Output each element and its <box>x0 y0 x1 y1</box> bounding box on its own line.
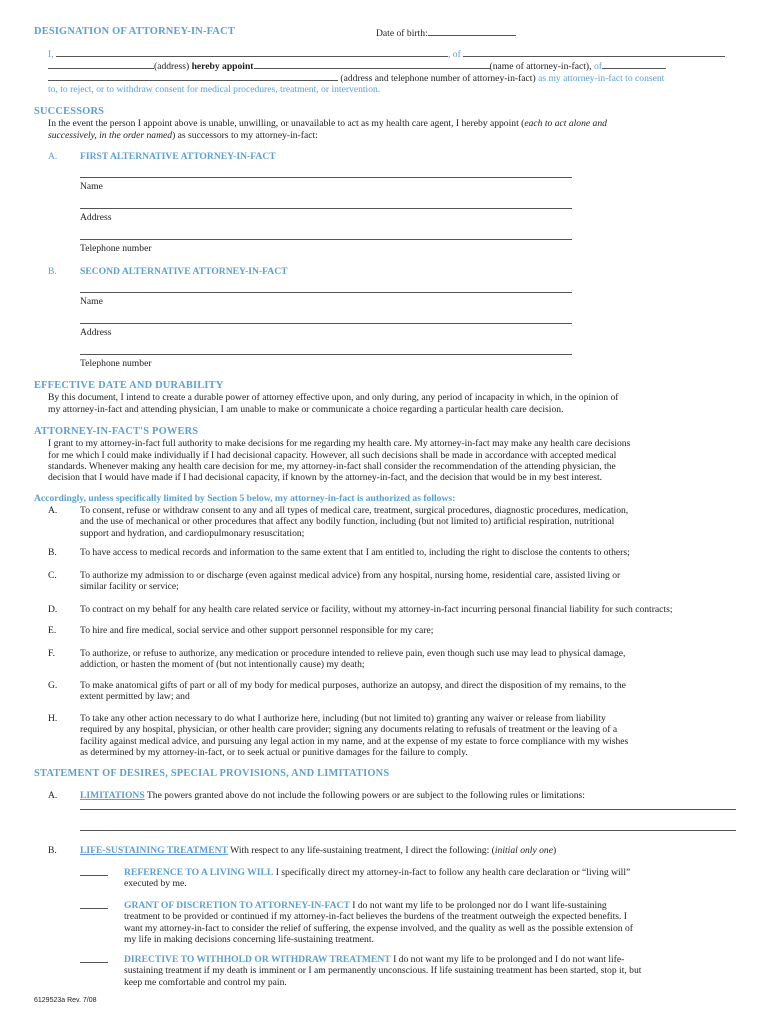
initial-blank[interactable] <box>80 908 108 909</box>
successors-intro-text-1: In the event the person I appoint above is unable, unwilling, or unavailable to act as my health care agent, I hereby appoint ( <box>48 118 525 129</box>
option-text-line: my life in making decisions concerning life-sustaining treatment. <box>124 933 374 945</box>
of-label-2: of <box>593 61 602 72</box>
limitations-row <box>80 790 740 801</box>
power-item-line: as determined by my attorney-in-fact, or to seek actual or punitive damages for the failure to comply. <box>80 746 468 758</box>
first-alt-letter: A. <box>48 151 58 162</box>
powers-line-2: for me which I could make individually if I had decisional capacity. However, all such decisions shall be made in accordance with accepted medical <box>48 450 617 461</box>
powers-line-4: decision that I would have made if I had decisional capacity, if known by the attorney-in-fact, and the decision that would be in my best interest. <box>48 472 603 483</box>
power-item-letter: C. <box>48 570 57 581</box>
limitations-letter: A. <box>48 790 58 801</box>
power-item-line: and the use of mechanical or other procedures that affect any bodily function, including (but not limited to) artificial respiration, nutritional <box>80 516 615 528</box>
life-sustaining-letter: B. <box>48 845 57 856</box>
option-text: I specifically direct my attorney-in-fact to follow any health care declaration or “living will” <box>275 867 631 878</box>
option-text: I do not want my life to be prolonged nor do I want life-sustaining <box>352 900 607 911</box>
power-item-line: similar facility or service; <box>80 581 179 593</box>
name-of-attorney-label: (name of attorney-in-fact), <box>489 61 592 72</box>
of-label: , of <box>448 49 461 60</box>
option-text-line: executed by me. <box>124 878 187 890</box>
initial-blank[interactable] <box>80 875 108 876</box>
option-first-line <box>124 867 736 878</box>
dob-field[interactable] <box>428 27 516 36</box>
power-item-line: To take any other action necessary to do what I authorize here, including (but not limited to) granting any waiver or release from liability <box>80 713 606 724</box>
first-alt-phone-label: Telephone number <box>80 243 152 254</box>
power-item-line: To have access to medical records and information to the same extent that I am entitled to, including the right to disclose the contents to others; <box>80 547 630 558</box>
principal-address-field[interactable] <box>463 48 725 57</box>
power-item-letter: D. <box>48 604 58 615</box>
designation-line-3 <box>48 72 738 84</box>
power-item-line: support and hydration, and cardiopulmonary resuscitation; <box>80 527 305 539</box>
option-title: DIRECTIVE TO WITHHOLD OR WITHDRAW TREATMENT <box>124 954 391 965</box>
power-item-letter: A. <box>48 505 58 516</box>
second-alt-address-label: Address <box>80 327 112 338</box>
second-alt-phone-field[interactable] <box>80 354 572 355</box>
power-item-line: addiction, or hasten the moment of (but not intentionally cause) my death; <box>80 659 365 671</box>
page-title: DESIGNATION OF ATTORNEY-IN-FACT <box>34 26 235 37</box>
effective-line-1: By this document, I intend to create a durable power of attorney effective upon, and only during, any period of incapacity in which, in the opinion of <box>48 392 619 403</box>
attorney-name-field[interactable] <box>254 60 490 69</box>
power-item-letter: B. <box>48 547 57 558</box>
power-item-line: To hire and fire medical, social service and other support personnel responsible for my care; <box>80 625 434 636</box>
initial-blank[interactable] <box>80 962 108 963</box>
life-sustaining-italic: initial only one <box>494 845 553 856</box>
option-first-line <box>124 954 736 965</box>
dob-label: Date of birth: <box>376 28 428 39</box>
life-sustaining-close: ) <box>552 845 557 856</box>
effective-line-2: my attorney-in-fact and attending physician, I am unable to make or communicate a choice regarding a particular health care decision. <box>48 404 564 415</box>
address-label: (address) <box>154 61 190 72</box>
first-alt-address-label: Address <box>80 212 112 223</box>
option-title: REFERENCE TO A LIVING WILL <box>124 867 274 878</box>
first-alt-name-label: Name <box>80 181 103 192</box>
power-item-letter: G. <box>48 680 58 691</box>
power-item-line: To authorize my admission to or discharge (even against medical advice) from any hospital, nursing home, residential care, assisted living or <box>80 570 621 581</box>
powers-accordingly: Accordingly, unless specifically limited by Section 5 below, my attorney-in-fact is authorized as follows: <box>34 493 456 504</box>
power-item-line: To consent, refuse or withdraw consent to any and all types of medical care, treatment, surgical procedures, diagnostic procedures, medication, <box>80 505 629 516</box>
successors-intro-text-2: ) as successors to my attorney-in-fact: <box>172 130 318 141</box>
first-alt-name-field[interactable] <box>80 177 572 178</box>
power-item-line: To authorize, or refuse to authorize, any medication or procedure intended to relieve pain, even though such use may lead to physical damage, <box>80 648 626 659</box>
power-item-line: To contract on my behalf for any health care related service or facility, without my attorney-in-fact incurring personal financial liability for such contracts; <box>80 604 673 615</box>
power-item-line: extent permitted by law; and <box>80 691 190 703</box>
consent-text-2: to, to reject, or to withdraw consent for medical procedures, treatment, or intervention. <box>48 84 381 95</box>
option-title: GRANT OF DISCRETION TO ATTORNEY-IN-FACT <box>124 900 350 911</box>
powers-line-3: standards. Whenever making any health care decision for me, my attorney-in-fact shall consider the recommendation of the attending physician, the <box>48 461 616 472</box>
designation-line-2 <box>48 60 738 72</box>
address-phone-label: (address and telephone number of attorney-in-fact) <box>340 73 536 84</box>
limitations-line-2[interactable] <box>80 830 736 831</box>
address-field-cont[interactable] <box>48 60 154 69</box>
limitations-title: LIMITATIONS <box>80 790 145 801</box>
first-alt-phone-field[interactable] <box>80 239 572 240</box>
option-text-line: sustaining treatment if my death is imminent or I am permanently unconscious. If life sustaining treatment has been started, stop it, but <box>124 965 642 977</box>
successors-intro-italic-2: successively, in the order named <box>48 130 173 141</box>
form-code: 6129523a Rev. 7/08 <box>34 997 97 1004</box>
successors-heading: SUCCESSORS <box>34 106 105 117</box>
attorney-phone-field[interactable] <box>48 72 338 81</box>
option-text: I do not want my life to be prolonged and I do not want life- <box>393 954 625 965</box>
option-text-line: treatment to be provided or continued if my attorney-in-fact believes the burdens of the treatment outweigh the expected benefits. I <box>124 911 627 923</box>
statement-heading: STATEMENT OF DESIRES, SPECIAL PROVISIONS, AND LIMITATIONS <box>34 768 390 779</box>
effective-heading: EFFECTIVE DATE AND DURABILITY <box>34 380 224 391</box>
second-alt-name-label: Name <box>80 296 103 307</box>
first-alt-title: FIRST ALTERNATIVE ATTORNEY-IN-FACT <box>80 151 276 162</box>
life-sustaining-row <box>80 845 740 856</box>
life-sustaining-title: LIFE-SUSTAINING TREATMENT <box>80 845 228 856</box>
power-item-line: required by any hospital, physician, or other health care provider; signing any documents relating to refusals of treatment or the leaving of a <box>80 724 618 736</box>
hereby-appoint: hereby appoint <box>191 61 254 72</box>
option-text-line: want my attorney-in-fact to consider the relief of suffering, the expense involved, and the quality as well as the possible extension of <box>124 922 633 934</box>
limitations-line-1[interactable] <box>80 809 736 810</box>
option-text-line: keep me comfortable and control my pain. <box>124 976 287 988</box>
second-alt-title: SECOND ALTERNATIVE ATTORNEY-IN-FACT <box>80 266 288 277</box>
attorney-address-field[interactable] <box>602 60 666 69</box>
consent-text-1: as my attorney-in-fact to consent <box>538 73 665 84</box>
successors-intro-2 <box>48 130 738 141</box>
powers-heading: ATTORNEY-IN-FACT'S POWERS <box>34 426 199 437</box>
i-label: I, <box>48 49 54 60</box>
limitations-text: The powers granted above do not include the following powers or are subject to the following rules or limitations: <box>146 790 585 801</box>
power-item-letter: E. <box>48 625 57 636</box>
powers-line-1: I grant to my attorney-in-fact full authority to make decisions for me regarding my health care. My attorney-in-fact may make any health care decisions <box>48 438 631 449</box>
second-alt-name-field[interactable] <box>80 292 572 293</box>
designation-line-1 <box>48 48 738 60</box>
successors-intro-italic-1: each to act alone and <box>524 118 607 129</box>
option-first-line <box>124 900 736 911</box>
dob-row <box>376 27 516 39</box>
power-item-line: To make anatomical gifts of part or all of my body for medical purposes, authorize an autopsy, and direct the disposition of my remains, to the <box>80 680 626 691</box>
principal-name-field[interactable] <box>56 48 448 57</box>
power-item-letter: H. <box>48 713 58 724</box>
life-sustaining-text: With respect to any life-sustaining treatment, I direct the following: ( <box>230 845 495 856</box>
second-alt-letter: B. <box>48 266 57 277</box>
second-alt-address-field[interactable] <box>80 323 572 324</box>
second-alt-phone-label: Telephone number <box>80 358 152 369</box>
power-item-letter: F. <box>48 648 55 659</box>
first-alt-address-field[interactable] <box>80 208 572 209</box>
successors-intro-1 <box>48 118 738 129</box>
power-item-line: facility against medical advice, and pursuing any legal action in my name, and at the expense of my estate to force compliance with my wishes <box>80 735 629 747</box>
